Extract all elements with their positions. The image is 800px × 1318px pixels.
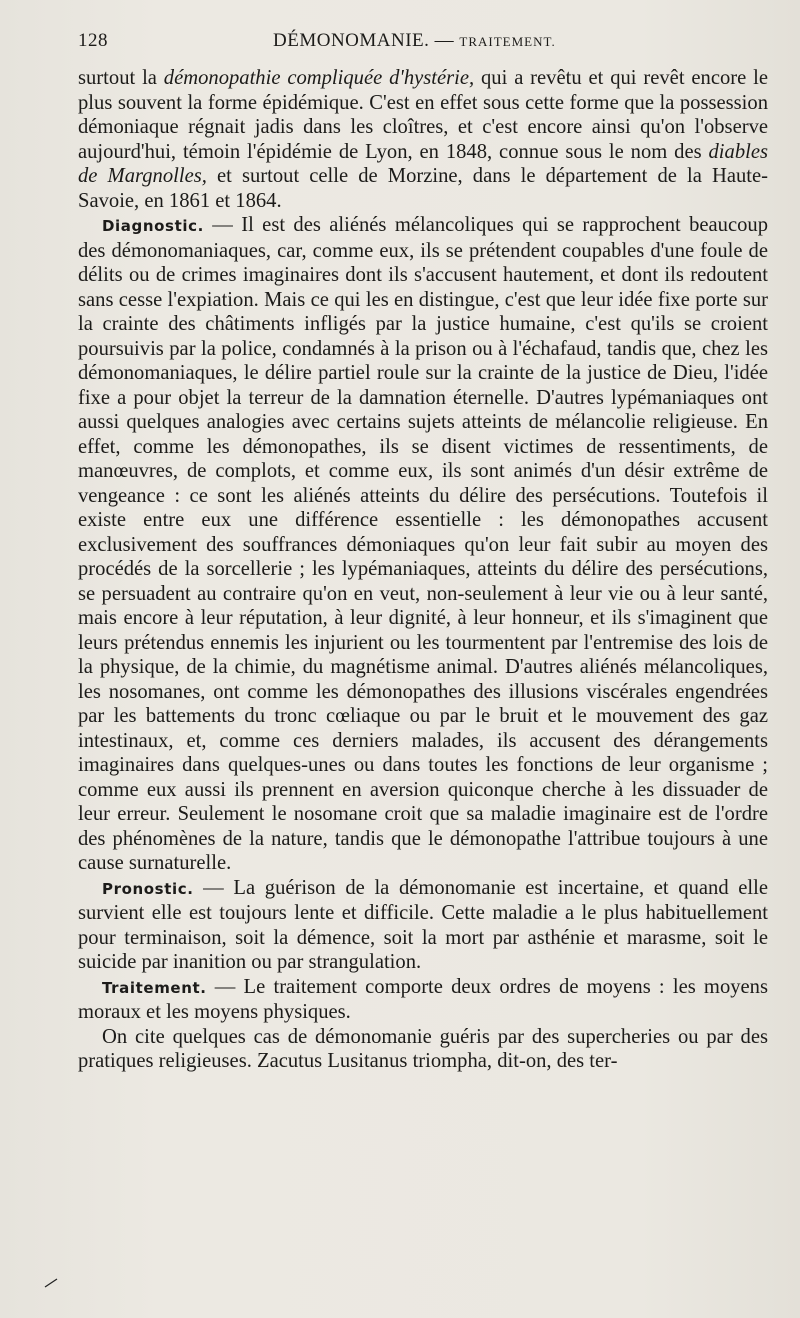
running-header bbox=[78, 30, 768, 56]
paragraph-treatment bbox=[78, 975, 768, 1025]
text-run: qui a revêtu et qui revêt encore le plus souvent la forme épidémique. C'est en effet sous cette forme que la possession démoniaque régnait jadis dans les cloîtres, et c'est encore ainsi qu'on l'observe aujourd'hui, témoin l'épidémie de Lyon, en 1848, connue sous le nom des bbox=[78, 67, 769, 163]
running-title-sub: TRAITEMENT. bbox=[459, 34, 556, 49]
text-run: — Il est des aliénés mélancoliques qui se rapprochent beaucoup des démonomaniaques, car, comme eux, ils se prétendent coupables d'une foule de délits ou de crimes imaginaires dont ils s'accusent hautement, et dont ils redoutent sans cesse l'expiation. Mais ce qui les en distingue, c'est que leur idée fixe porte sur la crainte des châtiments infligés par la justice humaine, c'est qu'ils se croient poursuivis par la police, condamnés à la prison ou à l'échafaud, tandis que, chez les démonomaniaques, le délire partiel roule sur la crainte de la justice de Dieu, l'idée fixe a pour objet la terreur de la damnation éternelle. D'autres lypémaniaques ont aussi quelques analogies avec certains sujets atteints de mélancolie religieuse. En effet, comme les démonopathes, ils se disent victimes de ressentiments, de manœuvres, de complots, et comme eux, ils sont animés d'un désir extrême de vengeance : ce sont les aliénés atteints du délire des persécutions. Toutefois il existe entre eux une différence essentielle : les démonopathes accusent exclusivement des souffrances démoniaques qu'on leur fait subir au moyen des procédés de la sorcellerie ; les lypémaniaques, atteints du délire des persécutions, se persuadent au contraire qu'on en veut, non-seulement à leur vie ou à leur santé, mais encore à leur réputation, à leur dignité, à leur honneur, et ils s'imaginent que leurs prétendus ennemis les injurient ou les tourmentent par l'entremise des lois de la physique, de la chimie, du magnétisme animal. D'autres aliénés mélancoliques, les nosomanes, ont comme les démonopathes des illusions viscérales engendrées par les battements du tronc cœliaque ou par le bruit et le mouvement des gaz intestinaux, et, comme ces derniers malades, ils accusent des dérangements imaginaires dans quelques-unes ou dans toutes les fonctions de leur organisme ; comme eux aussi ils prennent en aversion quiconque cherche à les dissuader de leur erreur. Seulement le nosomane croit que sa maladie imaginaire est de l'ordre des phénomènes de la nature, tandis que le démonopathe l'attribue toujours à une cause surnaturelle. bbox=[78, 214, 768, 874]
italic-term: démonopathie compliquée d'hystérie, bbox=[163, 67, 475, 89]
text-run: surtout la bbox=[78, 67, 164, 89]
text-run: On cite quelques cas de démonomanie guéris par des supercheries ou par des pratiques religieuses. Zacutus Lusitanus triompha, dit-on, des ter- bbox=[78, 1025, 768, 1072]
paragraph-diagnostic bbox=[78, 213, 768, 876]
title-separator: — bbox=[434, 30, 455, 51]
text-run: — La guérison de la démonomanie est incertaine, et quand elle survient elle est toujours lente et difficile. Cette maladie a le plus habituellement pour terminaison, soit la démence, soit la mort par asthénie et marasme, soit le suicide par inanition ou par strangulation. bbox=[78, 876, 768, 973]
paragraph-cases bbox=[78, 1025, 768, 1074]
running-title-main: DÉMONOMANIE. bbox=[273, 30, 430, 51]
pen-mark bbox=[44, 1278, 58, 1288]
text-run: et surtout celle de Morzine, dans le département de la Haute-Savoie, en 1861 et 1864. bbox=[78, 165, 768, 212]
section-heading-pronostic: Pronostic. bbox=[102, 879, 194, 898]
text-run: — Le traitement comporte deux ordres de moyens : les moyens moraux et les moyens physiques. bbox=[78, 975, 768, 1023]
section-heading-diagnostic: Diagnostic. bbox=[102, 217, 204, 235]
running-title bbox=[273, 30, 556, 52]
section-heading-traitement: Traitement. bbox=[102, 978, 207, 997]
italic-term: diables de Margnolles, bbox=[78, 140, 768, 187]
paragraph-epidemic bbox=[78, 66, 768, 213]
paragraph-prognosis bbox=[78, 876, 768, 975]
page-number: 128 bbox=[78, 30, 108, 51]
body-text bbox=[78, 66, 768, 1074]
